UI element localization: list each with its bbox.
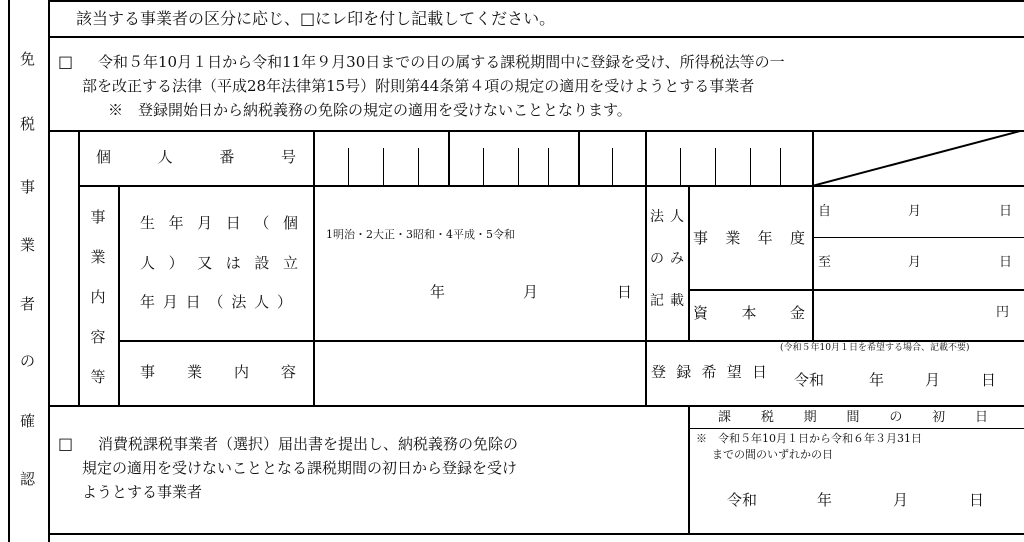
birth-month-unit: 月 bbox=[523, 283, 539, 301]
rule-bottom bbox=[50, 533, 1024, 535]
toroku-kibobi-label: 登 録 希 望 日 bbox=[651, 363, 767, 381]
rule-kazei-left bbox=[688, 405, 690, 535]
kazei-kikan-label: 課 税 期 間 の 初 日 bbox=[718, 410, 988, 425]
rule-hojin-right bbox=[688, 185, 690, 341]
side-label-char: 認 bbox=[20, 470, 36, 488]
toroku-year-unit: 年 bbox=[869, 371, 885, 389]
section1-line1: 令和５年10月１日から令和11年９月30日までの日の属する課税期間中に登録を受け、所得税法等の一 bbox=[98, 53, 785, 71]
hojin-nomi-label: 法 人 の み 記 載 bbox=[650, 209, 684, 309]
rule-kazei-label-bottom bbox=[688, 428, 1024, 429]
shihonkin-unit: 円 bbox=[996, 305, 1010, 320]
nendo-to: 至 bbox=[818, 255, 832, 270]
toroku-reiwa: 令和 bbox=[794, 371, 825, 389]
nendo-from-day: 日 bbox=[999, 204, 1013, 219]
rule-nendo-split bbox=[812, 237, 1024, 238]
jigyo-naiyo-row-label: 事 業 内 容 bbox=[140, 363, 296, 381]
nendo-to-day: 日 bbox=[999, 255, 1013, 270]
side-label-char: 者 bbox=[20, 295, 36, 313]
jigyo-naiyo-input[interactable] bbox=[316, 343, 643, 403]
era-options[interactable]: 1明治・2大正・3昭和・4平成・5令和 bbox=[326, 228, 515, 241]
rule-jigyo-label-right bbox=[118, 185, 120, 406]
birth-label-line1: 生 年 月 日 （ 個 bbox=[140, 214, 298, 232]
rule-top bbox=[50, 0, 1024, 2]
kazei-kikan-note2: までの間のいずれかの日 bbox=[712, 448, 833, 461]
side-label-char: 免 bbox=[20, 50, 36, 68]
jigyo-naiyo-label: 事 業 内 容 等 bbox=[90, 208, 106, 386]
jigyo-nendo-label: 事 業 年 度 bbox=[693, 229, 805, 247]
side-label-char: 事 bbox=[20, 178, 36, 196]
rule-outer-left bbox=[8, 0, 10, 542]
rule-table-left bbox=[78, 130, 80, 406]
rule-above-shihonkin bbox=[688, 289, 1024, 291]
section2-line3: ようとする事業者 bbox=[82, 483, 203, 501]
nendo-from: 自 bbox=[818, 204, 832, 219]
nendo-to-month: 月 bbox=[908, 255, 922, 270]
toroku-day-unit: 日 bbox=[981, 371, 997, 389]
birth-year-unit: 年 bbox=[430, 283, 446, 301]
rule-below-table bbox=[50, 405, 1024, 407]
section2-line1: 消費税課税事業者（選択）届出書を提出し、納税義務の免除の bbox=[98, 435, 519, 453]
rule-above-jigyo-naiyo bbox=[118, 340, 1024, 342]
kazei-year-unit: 年 bbox=[817, 491, 833, 509]
toroku-kibobi-note: (令和５年10月１日を希望する場合、記載不要) bbox=[780, 343, 970, 353]
toroku-month-unit: 月 bbox=[925, 371, 941, 389]
kazei-day-unit: 日 bbox=[969, 491, 985, 509]
birth-label-line3: 年 月 日 （ 法 人 ） bbox=[140, 293, 292, 311]
kojin-bango-label: 個 人 番 号 bbox=[96, 148, 296, 166]
section2-line2: 規定の適用を受けないこととなる課税期間の初日から登録を受け bbox=[82, 459, 518, 477]
kojin-bango-input[interactable] bbox=[316, 133, 810, 183]
side-label-char: 税 bbox=[20, 115, 36, 133]
side-label-char: 確 bbox=[20, 412, 36, 430]
rule-below-instruction bbox=[50, 36, 1024, 38]
kazei-month-unit: 月 bbox=[893, 491, 909, 509]
section1-note: ※ 登録開始日から納税義務の免除の規定の適用を受けないこととなります。 bbox=[108, 101, 632, 119]
diagonal-slash bbox=[812, 130, 1024, 186]
rule-label-column bbox=[48, 0, 50, 542]
side-label-char: 業 bbox=[20, 236, 36, 254]
side-label-char: の bbox=[20, 352, 36, 370]
checkbox-section2[interactable]: □ bbox=[58, 434, 74, 453]
kazei-reiwa: 令和 bbox=[727, 491, 758, 509]
nendo-from-month: 月 bbox=[908, 204, 922, 219]
instruction-text: 該当する事業者の区分に応じ、□にレ印を付し記載してください。 bbox=[76, 9, 556, 28]
birth-label-line2: 人 ） 又 は 設 立 bbox=[140, 254, 298, 272]
checkbox-section1[interactable]: □ bbox=[58, 52, 74, 71]
kazei-kikan-note1: ※ 令和５年10月１日から令和６年３月31日 bbox=[696, 432, 922, 445]
birth-day-unit: 日 bbox=[617, 283, 633, 301]
rule-label-data-divider bbox=[313, 130, 315, 406]
shihonkin-label: 資 本 金 bbox=[693, 304, 805, 322]
section1-line2: 部を改正する法律（平成28年法律第15号）附則第44条第４項の規定の適用を受けようとする事業者 bbox=[82, 77, 755, 95]
